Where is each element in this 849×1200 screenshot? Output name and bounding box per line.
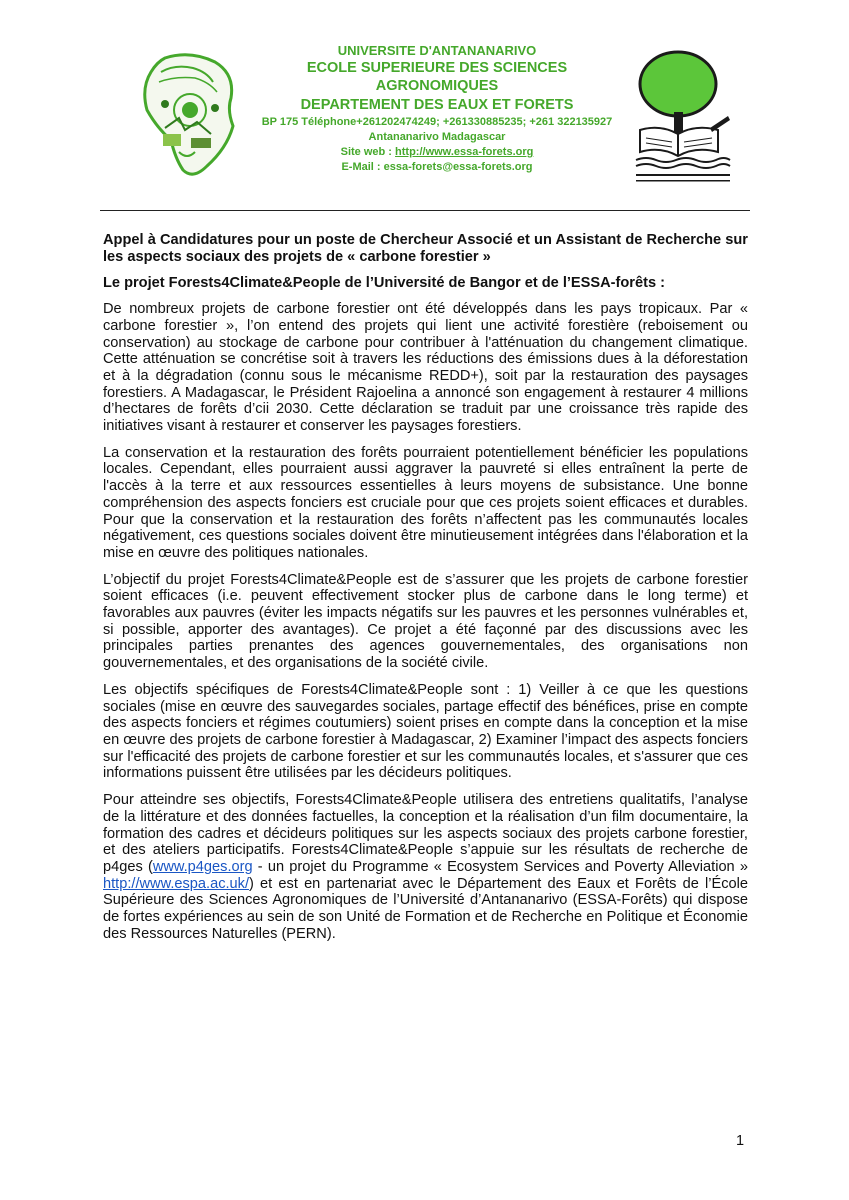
email-line: E-Mail : essa-forets@essa-forets.org — [341, 161, 533, 173]
university-name: UNIVERSITE D'ANTANANARIVO — [337, 43, 537, 58]
paragraph-4: Les objectifs spécifiques de Forests4Climate&People sont : 1) Veiller à ce que les questions sociales (mise en œuvre des sauvegardes sociales, partage effectif des bénéfices, prise en compte des aspects fonciers et régimes coutumiers) soient prises en compte dans la conception et la mise en œuvre des projets de carbone forestier à Madagascar, 2) Examiner l’impact des aspects fonciers sur l'efficacité des projets de carbone forestier et sur les communautés locales, et s'assurer que ces informations puissent être utilisées par les décideurs politiques. — [103, 681, 748, 782]
paragraph-5-part-b: - un projet du Programme « Ecosystem Services and Poverty Alleviation » — [252, 858, 748, 875]
school-name: ECOLE SUPERIEURE DES SCIENCES AGRONOMIQUES — [306, 60, 568, 94]
letterhead — [135, 40, 735, 190]
paragraph-2: La conservation et la restauration des forêts pourraient potentiellement bénéficier les populations locales. Cependant, elles pourraient aussi aggraver la pauvreté si elles entraînent la perte de l'accès à la terre et aux ressources essentielles à leurs moyens de subsistance. Une bonne compréhension des aspects fonciers est cruciale pour que ces projets soient efficaces et durables. Pour que la conservation et la restauration des forêts n’affectent pas les communautés locales négativement, ces questions sociales doivent être minutieusement intégrées dans l'élaboration et la mise en œuvre des politiques nationales. — [103, 444, 748, 561]
paragraph-1: De nombreux projets de carbone forestier ont été développés dans les pays tropicaux. Par « carbone forestier », l’on entend des projets qui lient une activité forestière (reboisement ou conservation) au stockage de carbone pour contribuer à l'atténuation du changement climatique. Cette atténuation se concrétise soit à travers les réductions des émissions dues à la déforestation et à la dégradation (connu sous le mécanisme REDD+), soit par la restauration des paysages forestiers. A Madagascar, le Président Rajoelina a annoncé son engagement à restaurer 4 millions d’hectares de forêts d’cii 2030. Cette déclaration se traduit par une croissance très rapide des initiatives visant à restaurer et conserver les paysages forestiers. — [103, 301, 748, 435]
espa-link[interactable]: http://www.espa.ac.uk/ — [103, 875, 250, 892]
paragraph-5 — [103, 792, 748, 942]
address-phone: BP 175 Téléphone+261202474249; +261330885235; +261 322135927 — [261, 116, 613, 128]
website-line — [247, 145, 627, 160]
department-name: DEPARTEMENT DES EAUX ET FORETS — [300, 97, 574, 113]
paragraph-3: L’objectif du projet Forests4Climate&People est de s’assurer que les projets de carbone forestier soient efficaces (i.e. peuvent effectivement stocker plus de carbone dans le long terme) et favorables aux pauvres (éviter les impacts négatifs sur les pauvres et les personnes vulnérables et, si possible, apporter des avantages). Ce projet a été façonné par des discussions avec les principales parties prenantes des agences gouvernementales, des organisations non gouvernementales, et des organisations de la société civile. — [103, 571, 748, 672]
project-heading: Le projet Forests4Climate&People de l’Université de Bangor et de l’ESSA-forêts : — [103, 275, 665, 292]
header-divider — [100, 210, 750, 211]
city: Antananarivo Madagascar — [368, 131, 506, 143]
website-label: Site web : — [340, 146, 396, 158]
p4ges-link[interactable]: www.p4ges.org — [152, 858, 253, 875]
page-number: 1 — [736, 1133, 745, 1149]
document-title: Appel à Candidatures pour un poste de Chercheur Associé et un Assistant de Recherche sur les aspects sociaux des projets de « carbone forestier » — [103, 232, 748, 265]
letterhead-text — [247, 43, 627, 175]
paragraph-5-part-a: Pour atteindre ses objectifs, Forests4Climate&People utilisera des entretiens qualitatifs, l’analyse de la littérature et des données factuelles, la conception et la réalisation d’un film documentaire, la formation des cadres et décideurs politiques sur les aspects sociaux des projets carbone forestier, et des ateliers participatifs. Forests4Climate&People s’appuie sur les résultats de recherche de p4ges ( — [103, 792, 748, 875]
department-forests-logo — [630, 48, 735, 198]
document-body — [103, 232, 748, 952]
website-link[interactable]: http://www.essa-forets.org — [395, 146, 534, 158]
paragraph-5-part-c: ) et est en partenariat avec le Département des Eaux et Forêts de l’École Supérieure des Sciences Agronomiques de l’Université d’Antananarivo (ESSA-Forêts) qui dispose de fortes expériences au sein de son Unité de Formation et de Recherche en Politique et Économie des Ressources Naturelles (PERN). — [103, 875, 748, 942]
essa-university-logo — [135, 48, 245, 183]
